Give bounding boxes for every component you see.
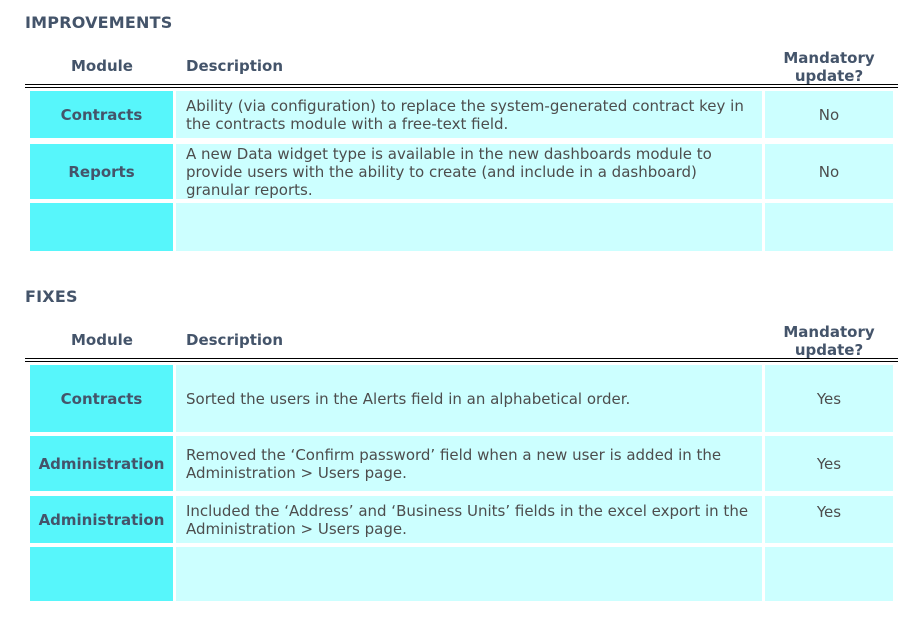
fixes-title: FIXES <box>25 287 78 306</box>
fixes-row-1-mandatory: Yes <box>765 365 893 432</box>
fixes-row-3-mandatory: Yes <box>765 496 893 543</box>
improvements-title: IMPROVEMENTS <box>25 13 173 32</box>
improvements-header-rule <box>25 84 898 88</box>
improvements-header-description: Description <box>186 57 284 75</box>
fixes-row-2-mandatory: Yes <box>765 436 893 491</box>
improvements-row-1-module: Contracts <box>30 91 173 138</box>
fixes-row-1-module: Contracts <box>30 365 173 432</box>
fixes-header-rule <box>25 358 898 362</box>
improvements-row-2-description: A new Data widget type is available in the new dashboards module to provide users with the ability to create (and include in a dashboard) granular reports. <box>176 144 762 199</box>
improvements-row-1-mandatory: No <box>765 91 893 138</box>
improvements-row-3-description <box>176 203 762 251</box>
fixes-row-1-description: Sorted the users in the Alerts field in an alphabetical order. <box>176 365 762 432</box>
fixes-row-4-module <box>30 547 173 601</box>
fixes-row-4-mandatory <box>765 547 893 601</box>
improvements-row-2-module: Reports <box>30 144 173 199</box>
fixes-row-3-module: Administration <box>30 496 173 543</box>
improvements-header-mandatory: Mandatory update? <box>783 49 875 85</box>
fixes-row-2-module: Administration <box>30 436 173 491</box>
fixes-row-4-description <box>176 547 762 601</box>
fixes-row-3-description: Included the ‘Address’ and ‘Business Units’ fields in the excel export in the Administration > Users page. <box>176 496 762 543</box>
fixes-row-2-description: Removed the ‘Confirm password’ field when a new user is added in the Administration > Users page. <box>176 436 762 491</box>
fixes-header-module: Module <box>71 331 133 349</box>
improvements-row-1-description: Ability (via configuration) to replace the system-generated contract key in the contracts module with a free-text field. <box>176 91 762 138</box>
fixes-header-description: Description <box>186 331 284 349</box>
improvements-row-2-mandatory: No <box>765 144 893 199</box>
fixes-header-mandatory: Mandatory update? <box>783 323 875 359</box>
improvements-row-3-mandatory <box>765 203 893 251</box>
improvements-row-3-module <box>30 203 173 251</box>
improvements-header-module: Module <box>71 57 133 75</box>
